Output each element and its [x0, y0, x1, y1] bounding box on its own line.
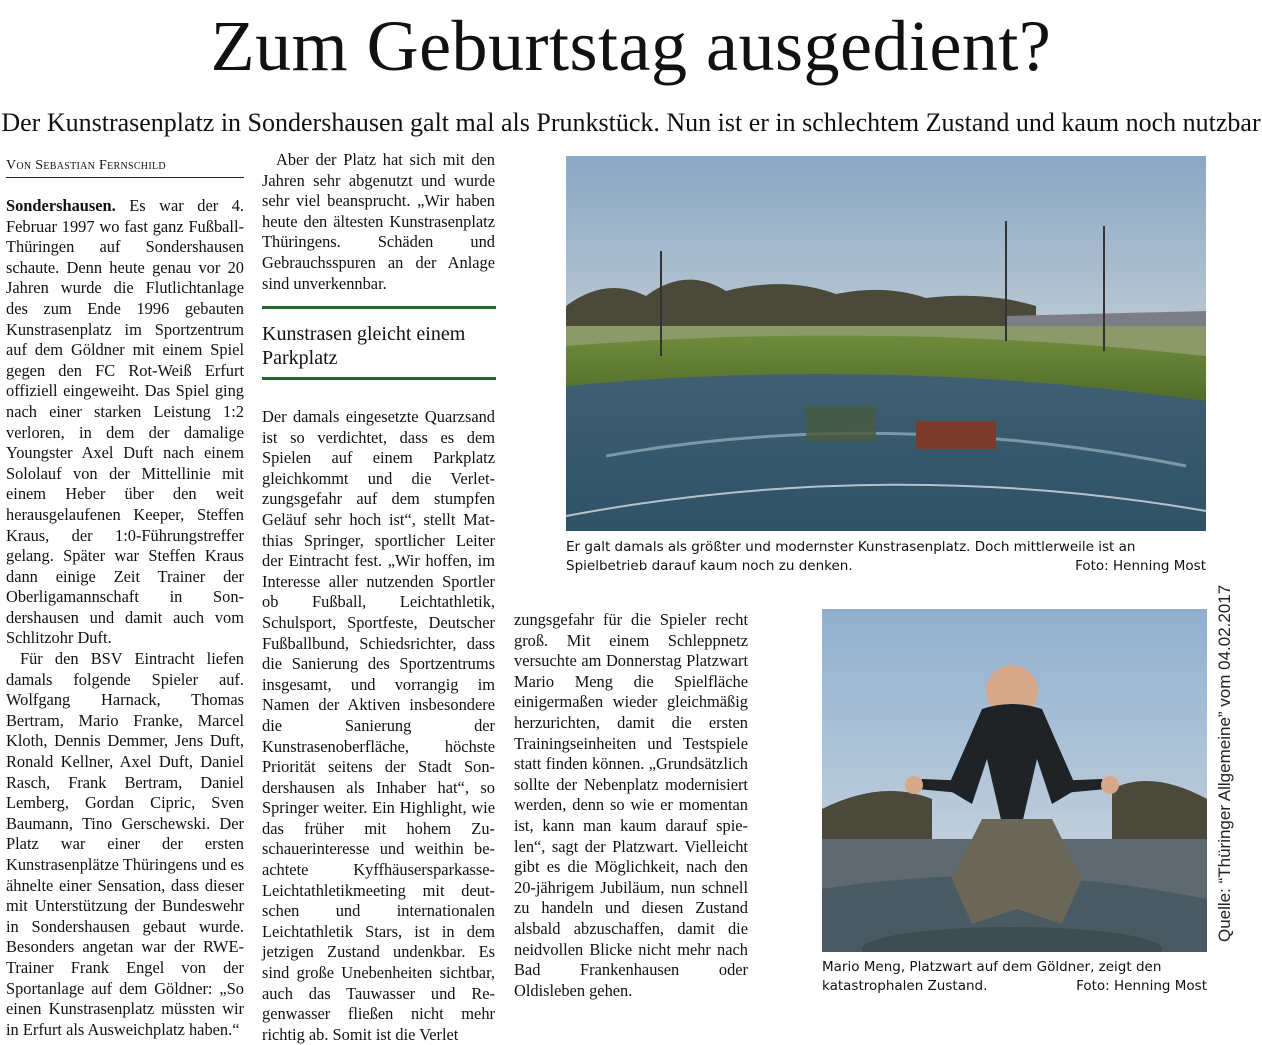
photo-caption-1	[566, 538, 1206, 576]
subheading: Kunstrasen gleicht einem Parkplatz	[262, 323, 466, 369]
stadium-photo	[566, 156, 1206, 531]
caption-line	[822, 977, 1207, 996]
paragraph: Der damals eingesetzte Quarzsand ist so verdichtet, dass es dem Spielen auf einem Parkplatz gleichkommt und die Verletzungsgefahr auf dem stumpfen Geläuf sehr hoch ist“, stellt Matthias Springer, sportlicher Leiter der Eintracht fest. „Wir hoffen, im Interesse aller nutzenden Sportler ob Fußball, Leichtathletik, Schulsport, Sportfeste, Deutscher Fußballbund, Schiedsrichter, dass die Sanierung des Sportzentrums insgesamt, und vorrangig im Namen der Aktiven insbesondere die Sanierung der Kunstrasenoberfläche, höchste Priorität seitens der Stadt Sondershausen als Inhaber hat“, so Springer weiter. Ein Highlight, wie das früher mit hohem Zuschauerinteresse und weithin beachtete Kyffhäusersparkasse-Leichtathletikmeeting mit deutschen und internationalen Leichtathletik Stars, ist in dem jetzigen Zustand undenkbar. Es sind große Unebenheiten sichtbar, auch das Tauwasser und Regenwasser fließen nicht mehr richtig ab. Somit ist die Verlet	[262, 407, 495, 1044]
headline: Zum Geburtstag ausgedient?	[210, 6, 1052, 86]
paragraph-text: Es war der 4. Februar 1997 wo fast ganz Fußball-Thüringen auf Sondershausen schaute. Denn heute genau vor 20 Jahren wurde die Flutlichtanlage des zum Ende 1996 gebauten Kunstrasenplatz im Sportzentrum auf dem Göldner mit einem Spiel gegen den FC Rot-Weiß Erfurt offiziell eingeweiht. Das Spiel ging nach einer starken Leistung 1:2 verloren, in dem der damalige Youngster Axel Duft nach einem Sololauf von der Mittellinie mit einem Heber über den weit herausgelaufenen Keeper, Steffen Kraus, der 1:0-Führungstreffer gelang. Später war Steffen Kraus dann einige Zeit Trainer der Oberligamannschaft in Sondershausen und damit auch vom Schlitzohr Duft.	[6, 196, 244, 648]
caption-text: Spielbetrieb darauf kaum noch zu denken.	[566, 558, 853, 574]
stadium-photo-image	[566, 156, 1206, 531]
subheading-rule-top	[262, 306, 496, 309]
paragraph: Aber der Platz hat sich mit den Jahren sehr abgenutzt und wurde sehr viel beansprucht. „Wir haben heute den ältesten Kunstrasenplatz Thüringens. Schäden und Gebrauchsspuren an der Anlage sind unverkennbar.	[262, 150, 495, 293]
article-column-3	[514, 610, 748, 1001]
dateline: Sondershausen.	[6, 196, 116, 215]
subheading-rule-bottom	[262, 377, 496, 380]
groundskeeper-photo-image	[822, 609, 1207, 952]
groundskeeper-photo	[822, 609, 1207, 952]
caption-line	[566, 538, 1206, 557]
article-column-2-bottom	[262, 407, 495, 1045]
caption-line	[822, 958, 1207, 977]
paragraph: zungsgefahr für die Spieler recht groß. Mit einem Schleppnetz versuchte am Donnerstag Platzwart Mario Meng die Spielfläche einigermaßen wieder gleichmäßig herzurichten, damit die ersten Trainingseinheiten und Testspiele statt finden können. „Grundsätzlich sollte der Nebenplatz modernisiert werden, denn so wie er momentan ist, kann man kaum darauf spielen“, sagt der Platzwart. Vielleicht gibt es die Möglichkeit, nach den 20-jährigem Jubiläum, nun schnell zu handeln und diesen Zustand alsbald abzuschaffen, damit die neidvollen Blicke nicht mehr nach Bad Frankenhausen oder Oldisleben gehen.	[514, 610, 748, 1000]
article-column-2-top	[262, 150, 495, 294]
subheading-box	[262, 306, 496, 380]
paragraph: Für den BSV Eintracht liefen damals folgende Spieler auf. Wolfgang Harnack, Thomas Bertram, Mario Franke, Marcel Kloth, Dennis Demmer, Jens Duft, Ronald Kellner, Axel Duft, Daniel Rasch, Frank Bertram, Daniel Lemberg, Gordan Cipric, Sven Baumann, Tino Gerschewski. Der Platz war einer der ersten Kunstrasenplätze Thüringens und es ähnelte einer Sensation, dass dieser mit Unterstützung der Bundeswehr in Sondershausen gebaut wurde. Besonders angetan war der RWE-Trainer Frank Engel von der Sportanlage auf dem Göldner: „So einen Kunstrasenplatz müssten wir in Erfurt als Ausweichplatz haben.“	[6, 649, 244, 1039]
article-column-1	[6, 196, 244, 1040]
paragraph	[6, 196, 244, 649]
caption-text: Mario Meng, Platzwart auf dem Göldner, zeigt den	[822, 959, 1162, 975]
source-note: Quelle: “Thüringer Allgemeine” vom 04.02.2017	[1215, 584, 1234, 942]
photo-credit: Foto: Henning Most	[1075, 558, 1206, 574]
byline: Von Sebastian Fernschild	[6, 158, 244, 178]
photo-credit: Foto: Henning Most	[1076, 978, 1207, 994]
caption-text: katastrophalen Zustand.	[822, 978, 988, 994]
caption-text: Er galt damals als größter und modernster Kunstrasenplatz. Doch mittlerweile ist an	[566, 539, 1136, 555]
caption-line	[566, 557, 1206, 576]
photo-caption-2	[822, 958, 1207, 996]
subheadline: Der Kunstrasenplatz in Sondershausen galt mal als Prunkstück. Nun ist er in schlechtem Zustand und kaum noch nutzbar	[1, 108, 1261, 137]
